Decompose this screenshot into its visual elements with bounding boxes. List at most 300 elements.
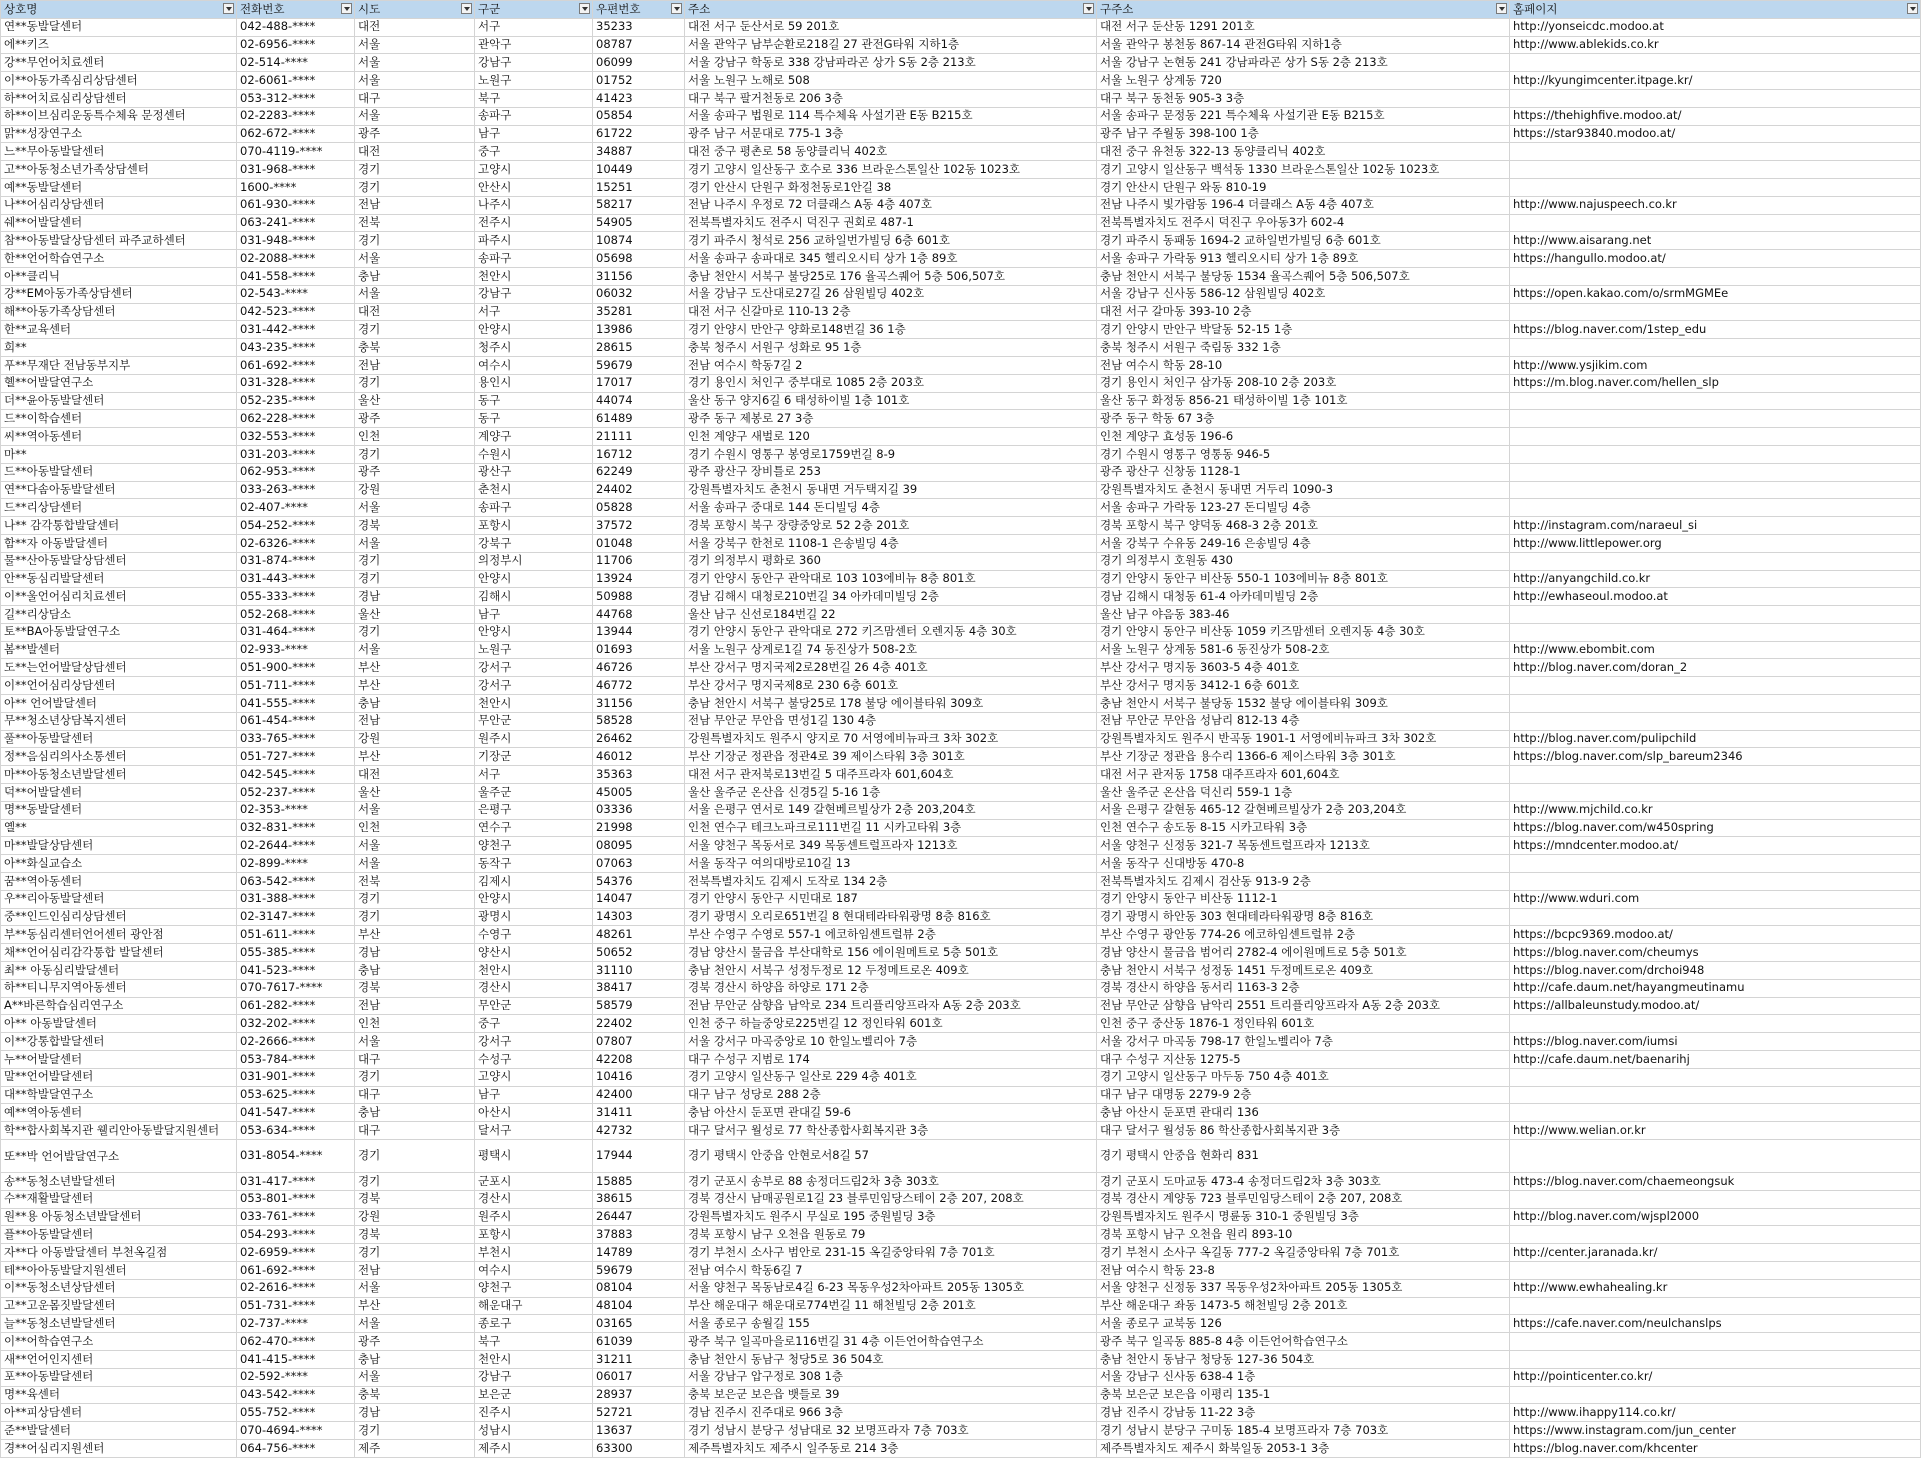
- cell-homepage[interactable]: [1510, 481, 1921, 499]
- cell-sido[interactable]: 서울: [355, 1033, 475, 1051]
- cell-zip[interactable]: 07063: [593, 855, 685, 873]
- cell-gugun[interactable]: 양천구: [475, 1279, 593, 1297]
- cell-phone[interactable]: 02-6326-****: [237, 534, 355, 552]
- cell-zip[interactable]: 62249: [593, 463, 685, 481]
- cell-homepage[interactable]: [1510, 1333, 1921, 1351]
- cell-zip[interactable]: 52721: [593, 1404, 685, 1422]
- cell-zip[interactable]: 31110: [593, 962, 685, 980]
- cell-address[interactable]: 인천 계양구 새벌로 120: [685, 428, 1097, 446]
- cell-old-address[interactable]: 강원특별자치도 원주시 반곡동 1901-1 서영에비뉴파크 3차 302호: [1097, 730, 1510, 748]
- cell-zip[interactable]: 13944: [593, 623, 685, 641]
- cell-old-address[interactable]: 울산 남구 야음동 383-46: [1097, 606, 1510, 624]
- cell-zip[interactable]: 06032: [593, 285, 685, 303]
- cell-sido[interactable]: 경기: [355, 1422, 475, 1440]
- cell-address[interactable]: 부산 수영구 수영로 557-1 에코하임센트럴뷰 2층: [685, 926, 1097, 944]
- cell-address[interactable]: 경남 양산시 물금읍 부산대학로 156 에이원메트로 5층 501호: [685, 944, 1097, 962]
- cell-phone[interactable]: 02-514-****: [237, 54, 355, 72]
- cell-sido[interactable]: 울산: [355, 392, 475, 410]
- cell-name[interactable]: 느**무아동발달센터: [1, 143, 237, 161]
- cell-gugun[interactable]: 제주시: [475, 1439, 593, 1457]
- cell-phone[interactable]: 052-268-****: [237, 606, 355, 624]
- cell-homepage[interactable]: http://instagram.com/naraeul_si: [1510, 517, 1921, 535]
- cell-homepage[interactable]: http://www.ihappy114.co.kr/: [1510, 1404, 1921, 1422]
- cell-phone[interactable]: 070-4119-****: [237, 143, 355, 161]
- cell-address[interactable]: 경기 군포시 송부로 88 송정더드림2차 3층 303호: [685, 1173, 1097, 1191]
- cell-phone[interactable]: 062-953-****: [237, 463, 355, 481]
- column-header-gugun[interactable]: [475, 1, 593, 19]
- cell-address[interactable]: 서울 송파구 중대로 144 돈디빌딩 4층: [685, 499, 1097, 517]
- cell-homepage[interactable]: https://cafe.naver.com/neulchanslps: [1510, 1315, 1921, 1333]
- cell-address[interactable]: 전남 무안군 삼향읍 남악로 234 트리플리앙프라자 A동 2층 203호: [685, 997, 1097, 1015]
- cell-homepage[interactable]: https://blog.naver.com/khcenter: [1510, 1439, 1921, 1457]
- cell-name[interactable]: 누**어발달센터: [1, 1051, 237, 1069]
- cell-sido[interactable]: 경기: [355, 908, 475, 926]
- cell-phone[interactable]: 053-784-****: [237, 1051, 355, 1069]
- cell-zip[interactable]: 05698: [593, 250, 685, 268]
- cell-zip[interactable]: 61039: [593, 1333, 685, 1351]
- cell-homepage[interactable]: https://blog.naver.com/drchoi948: [1510, 962, 1921, 980]
- cell-phone[interactable]: 033-761-****: [237, 1208, 355, 1226]
- cell-phone[interactable]: 031-901-****: [237, 1068, 355, 1086]
- cell-address[interactable]: 서울 노원구 상계로1길 74 동진상가 508-2호: [685, 641, 1097, 659]
- cell-phone[interactable]: 052-237-****: [237, 784, 355, 802]
- cell-zip[interactable]: 10449: [593, 161, 685, 179]
- cell-zip[interactable]: 45005: [593, 784, 685, 802]
- cell-phone[interactable]: 02-2616-****: [237, 1279, 355, 1297]
- cell-gugun[interactable]: 북구: [475, 89, 593, 107]
- cell-phone[interactable]: 053-625-****: [237, 1086, 355, 1104]
- cell-address[interactable]: 경기 의정부시 평화로 360: [685, 552, 1097, 570]
- cell-old-address[interactable]: 서울 송파구 문정동 221 특수체육 사설기관 E동 B215호: [1097, 107, 1510, 125]
- cell-sido[interactable]: 경남: [355, 1404, 475, 1422]
- cell-gugun[interactable]: 광산구: [475, 463, 593, 481]
- cell-gugun[interactable]: 북구: [475, 1333, 593, 1351]
- cell-sido[interactable]: 전북: [355, 214, 475, 232]
- cell-old-address[interactable]: 대구 달서구 월성동 86 학산종합사회복지관 3층: [1097, 1122, 1510, 1140]
- cell-old-address[interactable]: 전남 나주시 빛가람동 196-4 더클래스 A동 4층 407호: [1097, 196, 1510, 214]
- cell-address[interactable]: 대구 수성구 지범로 174: [685, 1051, 1097, 1069]
- cell-gugun[interactable]: 고양시: [475, 161, 593, 179]
- cell-zip[interactable]: 35233: [593, 18, 685, 36]
- cell-zip[interactable]: 54905: [593, 214, 685, 232]
- cell-name[interactable]: 이**아동가족심리상담센터: [1, 72, 237, 90]
- cell-gugun[interactable]: 수원시: [475, 445, 593, 463]
- cell-name[interactable]: 길**리상담소: [1, 606, 237, 624]
- cell-gugun[interactable]: 강남구: [475, 54, 593, 72]
- cell-phone[interactable]: 031-464-****: [237, 623, 355, 641]
- cell-old-address[interactable]: 경기 안양시 동안구 비산동 1112-1: [1097, 890, 1510, 908]
- cell-name[interactable]: 풀**아동발달센터: [1, 730, 237, 748]
- cell-old-address[interactable]: 대구 북구 동천동 905-3 3층: [1097, 89, 1510, 107]
- cell-sido[interactable]: 울산: [355, 606, 475, 624]
- cell-phone[interactable]: 054-252-****: [237, 517, 355, 535]
- cell-homepage[interactable]: [1510, 677, 1921, 695]
- cell-address[interactable]: 부산 해운대구 해운대로774번길 11 해천빌딩 2층 201호: [685, 1297, 1097, 1315]
- cell-homepage[interactable]: [1510, 1386, 1921, 1404]
- cell-zip[interactable]: 58528: [593, 712, 685, 730]
- cell-sido[interactable]: 서울: [355, 72, 475, 90]
- column-header-name[interactable]: [1, 1, 237, 19]
- cell-sido[interactable]: 서울: [355, 837, 475, 855]
- filter-dropdown-icon[interactable]: [341, 3, 352, 14]
- cell-name[interactable]: 봄**발센터: [1, 641, 237, 659]
- cell-phone[interactable]: 033-765-****: [237, 730, 355, 748]
- cell-name[interactable]: 무**청소년상담복지센터: [1, 712, 237, 730]
- cell-phone[interactable]: 02-6956-****: [237, 36, 355, 54]
- cell-name[interactable]: 연**다솜아동발달센터: [1, 481, 237, 499]
- cell-gugun[interactable]: 강서구: [475, 677, 593, 695]
- cell-sido[interactable]: 경기: [355, 232, 475, 250]
- cell-address[interactable]: 전북특별자치도 전주시 덕진구 권회로 487-1: [685, 214, 1097, 232]
- cell-gugun[interactable]: 부천시: [475, 1244, 593, 1262]
- cell-sido[interactable]: 인천: [355, 1015, 475, 1033]
- cell-gugun[interactable]: 포항시: [475, 1226, 593, 1244]
- cell-name[interactable]: 토**BA아동발달연구소: [1, 623, 237, 641]
- cell-homepage[interactable]: http://www.najuspeech.co.kr: [1510, 196, 1921, 214]
- cell-sido[interactable]: 대전: [355, 766, 475, 784]
- cell-address[interactable]: 경기 부천시 소사구 범안로 231-15 옥길중앙타워 7층 701호: [685, 1244, 1097, 1262]
- cell-name[interactable]: 덕**어발달센터: [1, 784, 237, 802]
- cell-phone[interactable]: 062-228-****: [237, 410, 355, 428]
- cell-sido[interactable]: 충남: [355, 695, 475, 713]
- cell-address[interactable]: 서울 관악구 남부순환로218길 27 관전G타워 지하1층: [685, 36, 1097, 54]
- cell-sido[interactable]: 서울: [355, 534, 475, 552]
- cell-zip[interactable]: 38417: [593, 979, 685, 997]
- cell-address[interactable]: 강원특별자치도 원주시 무실로 195 중원빌딩 3층: [685, 1208, 1097, 1226]
- cell-zip[interactable]: 13924: [593, 570, 685, 588]
- cell-gugun[interactable]: 광명시: [475, 908, 593, 926]
- cell-phone[interactable]: 051-727-****: [237, 748, 355, 766]
- cell-phone[interactable]: 02-407-****: [237, 499, 355, 517]
- cell-name[interactable]: 이**동청소년상담센터: [1, 1279, 237, 1297]
- cell-gugun[interactable]: 안양시: [475, 570, 593, 588]
- cell-name[interactable]: 쉐**어발달센터: [1, 214, 237, 232]
- cell-name[interactable]: 하**티니무지역아동센터: [1, 979, 237, 997]
- cell-sido[interactable]: 경남: [355, 588, 475, 606]
- cell-sido[interactable]: 경남: [355, 944, 475, 962]
- cell-address[interactable]: 서울 노원구 노해로 508: [685, 72, 1097, 90]
- cell-phone[interactable]: 031-417-****: [237, 1173, 355, 1191]
- cell-phone[interactable]: 031-328-****: [237, 374, 355, 392]
- cell-homepage[interactable]: http://ewhaseoul.modoo.at: [1510, 588, 1921, 606]
- cell-gugun[interactable]: 서구: [475, 766, 593, 784]
- cell-gugun[interactable]: 청주시: [475, 339, 593, 357]
- cell-phone[interactable]: 041-555-****: [237, 695, 355, 713]
- cell-gugun[interactable]: 관악구: [475, 36, 593, 54]
- cell-zip[interactable]: 31211: [593, 1350, 685, 1368]
- cell-sido[interactable]: 경기: [355, 178, 475, 196]
- cell-homepage[interactable]: [1510, 1015, 1921, 1033]
- cell-phone[interactable]: 031-8054-****: [237, 1140, 355, 1173]
- cell-gugun[interactable]: 평택시: [475, 1140, 593, 1173]
- cell-gugun[interactable]: 강남구: [475, 1368, 593, 1386]
- cell-gugun[interactable]: 서구: [475, 18, 593, 36]
- cell-sido[interactable]: 경기: [355, 1244, 475, 1262]
- cell-zip[interactable]: 50652: [593, 944, 685, 962]
- cell-address[interactable]: 서울 은평구 연서로 149 갈현베르빌상가 2층 203,204호: [685, 801, 1097, 819]
- cell-gugun[interactable]: 여수시: [475, 1261, 593, 1279]
- cell-address[interactable]: 대전 중구 평촌로 58 동양클리닉 402호: [685, 143, 1097, 161]
- cell-homepage[interactable]: [1510, 766, 1921, 784]
- cell-gugun[interactable]: 수성구: [475, 1051, 593, 1069]
- cell-address[interactable]: 전남 여수시 학동7길 2: [685, 356, 1097, 374]
- cell-phone[interactable]: 041-558-****: [237, 267, 355, 285]
- cell-old-address[interactable]: 충남 천안시 서북구 불당동 1532 불당 에이블타워 309호: [1097, 695, 1510, 713]
- cell-homepage[interactable]: [1510, 267, 1921, 285]
- cell-gugun[interactable]: 파주시: [475, 232, 593, 250]
- cell-phone[interactable]: 063-241-****: [237, 214, 355, 232]
- cell-name[interactable]: 우**리아동발달센터: [1, 890, 237, 908]
- cell-zip[interactable]: 26447: [593, 1208, 685, 1226]
- cell-zip[interactable]: 46726: [593, 659, 685, 677]
- cell-zip[interactable]: 42400: [593, 1086, 685, 1104]
- cell-gugun[interactable]: 종로구: [475, 1315, 593, 1333]
- cell-gugun[interactable]: 안산시: [475, 178, 593, 196]
- cell-gugun[interactable]: 해운대구: [475, 1297, 593, 1315]
- cell-address[interactable]: 서울 양천구 목동남로4길 6-23 목동우성2차아파트 205동 1305호: [685, 1279, 1097, 1297]
- cell-sido[interactable]: 강원: [355, 730, 475, 748]
- cell-phone[interactable]: 055-333-****: [237, 588, 355, 606]
- cell-address[interactable]: 경기 안산시 단원구 화정천동로1안길 38: [685, 178, 1097, 196]
- cell-old-address[interactable]: 대전 서구 둔산동 1291 201호: [1097, 18, 1510, 36]
- cell-name[interactable]: 이**울언어심리치료센터: [1, 588, 237, 606]
- cell-sido[interactable]: 부산: [355, 677, 475, 695]
- cell-old-address[interactable]: 경기 성남시 분당구 구미동 185-4 보명프라자 7층 703호: [1097, 1422, 1510, 1440]
- cell-old-address[interactable]: 전북특별자치도 김제시 검산동 913-9 2층: [1097, 873, 1510, 891]
- cell-homepage[interactable]: http://anyangchild.co.kr: [1510, 570, 1921, 588]
- cell-gugun[interactable]: 의정부시: [475, 552, 593, 570]
- cell-sido[interactable]: 경기: [355, 1068, 475, 1086]
- cell-zip[interactable]: 14303: [593, 908, 685, 926]
- cell-address[interactable]: 대전 서구 둔산서로 59 201호: [685, 18, 1097, 36]
- cell-phone[interactable]: 051-900-****: [237, 659, 355, 677]
- cell-address[interactable]: 충남 천안시 서북구 불당25로 176 율곡스퀘어 5층 506,507호: [685, 267, 1097, 285]
- cell-zip[interactable]: 46012: [593, 748, 685, 766]
- cell-address[interactable]: 경기 고양시 일산동구 일산로 229 4층 401호: [685, 1068, 1097, 1086]
- cell-name[interactable]: 혤**어발달연구소: [1, 374, 237, 392]
- cell-phone[interactable]: 033-263-****: [237, 481, 355, 499]
- cell-zip[interactable]: 37883: [593, 1226, 685, 1244]
- cell-sido[interactable]: 대전: [355, 303, 475, 321]
- filter-dropdown-icon[interactable]: [671, 3, 682, 14]
- cell-zip[interactable]: 58217: [593, 196, 685, 214]
- cell-sido[interactable]: 광주: [355, 410, 475, 428]
- cell-address[interactable]: 서울 강북구 한천로 1108-1 은송빌딩 4층: [685, 534, 1097, 552]
- cell-zip[interactable]: 38615: [593, 1190, 685, 1208]
- cell-zip[interactable]: 21998: [593, 819, 685, 837]
- cell-phone[interactable]: 061-692-****: [237, 356, 355, 374]
- cell-address[interactable]: 충남 아산시 둔포면 관대길 59-6: [685, 1104, 1097, 1122]
- cell-address[interactable]: 대구 남구 성당로 288 2층: [685, 1086, 1097, 1104]
- cell-address[interactable]: 경남 진주시 진주대로 966 3층: [685, 1404, 1097, 1422]
- cell-old-address[interactable]: 서울 노원구 상계동 720: [1097, 72, 1510, 90]
- cell-zip[interactable]: 48261: [593, 926, 685, 944]
- cell-homepage[interactable]: [1510, 784, 1921, 802]
- cell-phone[interactable]: 070-4694-****: [237, 1422, 355, 1440]
- cell-zip[interactable]: 15885: [593, 1173, 685, 1191]
- cell-sido[interactable]: 서울: [355, 641, 475, 659]
- cell-homepage[interactable]: https://allbaleunstudy.modoo.at/: [1510, 997, 1921, 1015]
- cell-name[interactable]: 테**아아동발달지원센터: [1, 1261, 237, 1279]
- cell-sido[interactable]: 서울: [355, 801, 475, 819]
- cell-sido[interactable]: 경북: [355, 1226, 475, 1244]
- cell-name[interactable]: 아** 아동발달센터: [1, 1015, 237, 1033]
- cell-zip[interactable]: 35281: [593, 303, 685, 321]
- cell-zip[interactable]: 44074: [593, 392, 685, 410]
- cell-gugun[interactable]: 천안시: [475, 962, 593, 980]
- cell-homepage[interactable]: [1510, 1190, 1921, 1208]
- cell-sido[interactable]: 경기: [355, 321, 475, 339]
- cell-homepage[interactable]: [1510, 712, 1921, 730]
- cell-sido[interactable]: 경기: [355, 445, 475, 463]
- cell-old-address[interactable]: 부산 수영구 광안동 774-26 에코하임센트럴뷰 2층: [1097, 926, 1510, 944]
- cell-sido[interactable]: 서울: [355, 1279, 475, 1297]
- cell-old-address[interactable]: 강원특별자치도 원주시 명륜동 310-1 중원빌딩 3층: [1097, 1208, 1510, 1226]
- cell-gugun[interactable]: 송파구: [475, 107, 593, 125]
- cell-zip[interactable]: 03336: [593, 801, 685, 819]
- cell-gugun[interactable]: 동구: [475, 392, 593, 410]
- cell-homepage[interactable]: https://mndcenter.modoo.at/: [1510, 837, 1921, 855]
- cell-name[interactable]: 푸**무재단 전남동부지부: [1, 356, 237, 374]
- cell-homepage[interactable]: [1510, 303, 1921, 321]
- cell-phone[interactable]: 02-353-****: [237, 801, 355, 819]
- cell-homepage[interactable]: http://cafe.daum.net/hayangmeutinamu: [1510, 979, 1921, 997]
- cell-phone[interactable]: 055-752-****: [237, 1404, 355, 1422]
- cell-address[interactable]: 강원특별자치도 춘천시 동내면 거두택지길 39: [685, 481, 1097, 499]
- cell-zip[interactable]: 13637: [593, 1422, 685, 1440]
- cell-homepage[interactable]: [1510, 214, 1921, 232]
- cell-old-address[interactable]: 경기 평택시 안중읍 현화리 831: [1097, 1140, 1510, 1173]
- cell-phone[interactable]: 041-547-****: [237, 1104, 355, 1122]
- cell-address[interactable]: 충남 천안시 동남구 청당5로 36 504호: [685, 1350, 1097, 1368]
- cell-address[interactable]: 경기 용인시 처인구 중부대로 1085 2층 203호: [685, 374, 1097, 392]
- cell-sido[interactable]: 충남: [355, 1104, 475, 1122]
- cell-zip[interactable]: 05854: [593, 107, 685, 125]
- cell-address[interactable]: 서울 강서구 마곡중앙로 10 한일노벨리아 7층: [685, 1033, 1097, 1051]
- cell-gugun[interactable]: 강남구: [475, 285, 593, 303]
- cell-homepage[interactable]: [1510, 1297, 1921, 1315]
- cell-zip[interactable]: 06099: [593, 54, 685, 72]
- cell-phone[interactable]: 070-7617-****: [237, 979, 355, 997]
- cell-address[interactable]: 경기 고양시 일산동구 호수로 336 브라운스톤일산 102동 1023호: [685, 161, 1097, 179]
- cell-zip[interactable]: 58579: [593, 997, 685, 1015]
- cell-old-address[interactable]: 경북 포항시 남구 오천읍 원리 893-10: [1097, 1226, 1510, 1244]
- cell-name[interactable]: 씨**역아동센터: [1, 428, 237, 446]
- cell-old-address[interactable]: 서울 은평구 갈현동 465-12 갈현베르빌상가 2층 203,204호: [1097, 801, 1510, 819]
- cell-phone[interactable]: 02-2283-****: [237, 107, 355, 125]
- cell-address[interactable]: 경기 안양시 동안구 관악대로 272 키즈맘센터 오렌지동 4층 30호: [685, 623, 1097, 641]
- cell-zip[interactable]: 41423: [593, 89, 685, 107]
- cell-old-address[interactable]: 경북 경산시 하양읍 동서리 1163-3 2층: [1097, 979, 1510, 997]
- cell-address[interactable]: 서울 송파구 법원로 114 특수체육 사설기관 E동 B215호: [685, 107, 1097, 125]
- cell-sido[interactable]: 경북: [355, 979, 475, 997]
- cell-address[interactable]: 광주 광산구 장비틀로 253: [685, 463, 1097, 481]
- cell-address[interactable]: 서울 강남구 학동로 338 강남파라곤 상가 S동 2층 213호: [685, 54, 1097, 72]
- cell-old-address[interactable]: 서울 강남구 논현동 241 강남파라곤 상가 S동 2층 213호: [1097, 54, 1510, 72]
- cell-sido[interactable]: 충남: [355, 962, 475, 980]
- cell-zip[interactable]: 10416: [593, 1068, 685, 1086]
- cell-old-address[interactable]: 경기 안산시 단원구 와동 810-19: [1097, 178, 1510, 196]
- cell-phone[interactable]: 02-2644-****: [237, 837, 355, 855]
- cell-homepage[interactable]: [1510, 606, 1921, 624]
- cell-zip[interactable]: 17944: [593, 1140, 685, 1173]
- cell-old-address[interactable]: 광주 북구 일곡동 885-8 4층 이든언어학습연구소: [1097, 1333, 1510, 1351]
- cell-old-address[interactable]: 서울 강서구 마곡동 798-17 한일노벨리아 7층: [1097, 1033, 1510, 1051]
- cell-zip[interactable]: 54376: [593, 873, 685, 891]
- cell-address[interactable]: 울산 남구 신선로184번길 22: [685, 606, 1097, 624]
- cell-address[interactable]: 경북 경산시 남매공원로1길 23 블루민임당스테이 2층 207, 208호: [685, 1190, 1097, 1208]
- cell-name[interactable]: 아** 언어발달센터: [1, 695, 237, 713]
- cell-zip[interactable]: 08095: [593, 837, 685, 855]
- cell-homepage[interactable]: [1510, 410, 1921, 428]
- cell-zip[interactable]: 34887: [593, 143, 685, 161]
- cell-phone[interactable]: 062-672-****: [237, 125, 355, 143]
- cell-gugun[interactable]: 수영구: [475, 926, 593, 944]
- cell-phone[interactable]: 032-553-****: [237, 428, 355, 446]
- cell-gugun[interactable]: 춘천시: [475, 481, 593, 499]
- cell-name[interactable]: 아**화실교습소: [1, 855, 237, 873]
- cell-phone[interactable]: 1600-****: [237, 178, 355, 196]
- cell-homepage[interactable]: http://www.ebombit.com: [1510, 641, 1921, 659]
- cell-homepage[interactable]: https://open.kakao.com/o/srmMGMEe: [1510, 285, 1921, 303]
- cell-name[interactable]: 아**클리닉: [1, 267, 237, 285]
- cell-zip[interactable]: 28615: [593, 339, 685, 357]
- cell-old-address[interactable]: 강원특별자치도 춘천시 동내면 거두리 1090-3: [1097, 481, 1510, 499]
- filter-dropdown-icon[interactable]: [1496, 3, 1507, 14]
- cell-gugun[interactable]: 경산시: [475, 1190, 593, 1208]
- column-header-old-address[interactable]: [1097, 1, 1510, 19]
- cell-name[interactable]: 해**아동가족상담센터: [1, 303, 237, 321]
- cell-sido[interactable]: 경기: [355, 552, 475, 570]
- cell-phone[interactable]: 031-948-****: [237, 232, 355, 250]
- cell-homepage[interactable]: [1510, 392, 1921, 410]
- cell-sido[interactable]: 강원: [355, 481, 475, 499]
- cell-old-address[interactable]: 대구 수성구 지산동 1275-5: [1097, 1051, 1510, 1069]
- cell-name[interactable]: 플**아동발달센터: [1, 1226, 237, 1244]
- cell-sido[interactable]: 부산: [355, 1297, 475, 1315]
- cell-address[interactable]: 강원특별자치도 원주시 양지로 70 서영에비뉴파크 3차 302호: [685, 730, 1097, 748]
- cell-gugun[interactable]: 천안시: [475, 1350, 593, 1368]
- cell-old-address[interactable]: 경북 포항시 북구 양덕동 468-3 2층 201호: [1097, 517, 1510, 535]
- cell-phone[interactable]: 031-388-****: [237, 890, 355, 908]
- cell-old-address[interactable]: 경기 안양시 만안구 박달동 52-15 1층: [1097, 321, 1510, 339]
- cell-sido[interactable]: 울산: [355, 784, 475, 802]
- cell-address[interactable]: 경기 성남시 분당구 성남대로 32 보명프라자 7층 703호: [685, 1422, 1097, 1440]
- cell-name[interactable]: 자**다 아동발달센터 부천옥길점: [1, 1244, 237, 1262]
- cell-zip[interactable]: 01752: [593, 72, 685, 90]
- cell-homepage[interactable]: http://www.ysjikim.com: [1510, 356, 1921, 374]
- cell-phone[interactable]: 054-293-****: [237, 1226, 355, 1244]
- cell-gugun[interactable]: 진주시: [475, 1404, 593, 1422]
- cell-gugun[interactable]: 동구: [475, 410, 593, 428]
- cell-phone[interactable]: 02-2088-****: [237, 250, 355, 268]
- cell-gugun[interactable]: 울주군: [475, 784, 593, 802]
- cell-zip[interactable]: 48104: [593, 1297, 685, 1315]
- cell-name[interactable]: 한**교육센터: [1, 321, 237, 339]
- cell-phone[interactable]: 053-312-****: [237, 89, 355, 107]
- cell-address[interactable]: 경기 광명시 오리로651번길 8 현대테라타워광명 8층 816호: [685, 908, 1097, 926]
- cell-homepage[interactable]: https://blog.naver.com/slp_bareum2346: [1510, 748, 1921, 766]
- cell-homepage[interactable]: [1510, 161, 1921, 179]
- cell-gugun[interactable]: 서구: [475, 303, 593, 321]
- cell-name[interactable]: 마**발달상담센터: [1, 837, 237, 855]
- cell-old-address[interactable]: 전남 여수시 학동 23-8: [1097, 1261, 1510, 1279]
- cell-address[interactable]: 경기 평택시 안중읍 안현로서8길 57: [685, 1140, 1097, 1173]
- cell-address[interactable]: 경기 수원시 영통구 봉영로1759번길 8-9: [685, 445, 1097, 463]
- cell-phone[interactable]: 032-831-****: [237, 819, 355, 837]
- cell-phone[interactable]: 052-235-****: [237, 392, 355, 410]
- cell-zip[interactable]: 15251: [593, 178, 685, 196]
